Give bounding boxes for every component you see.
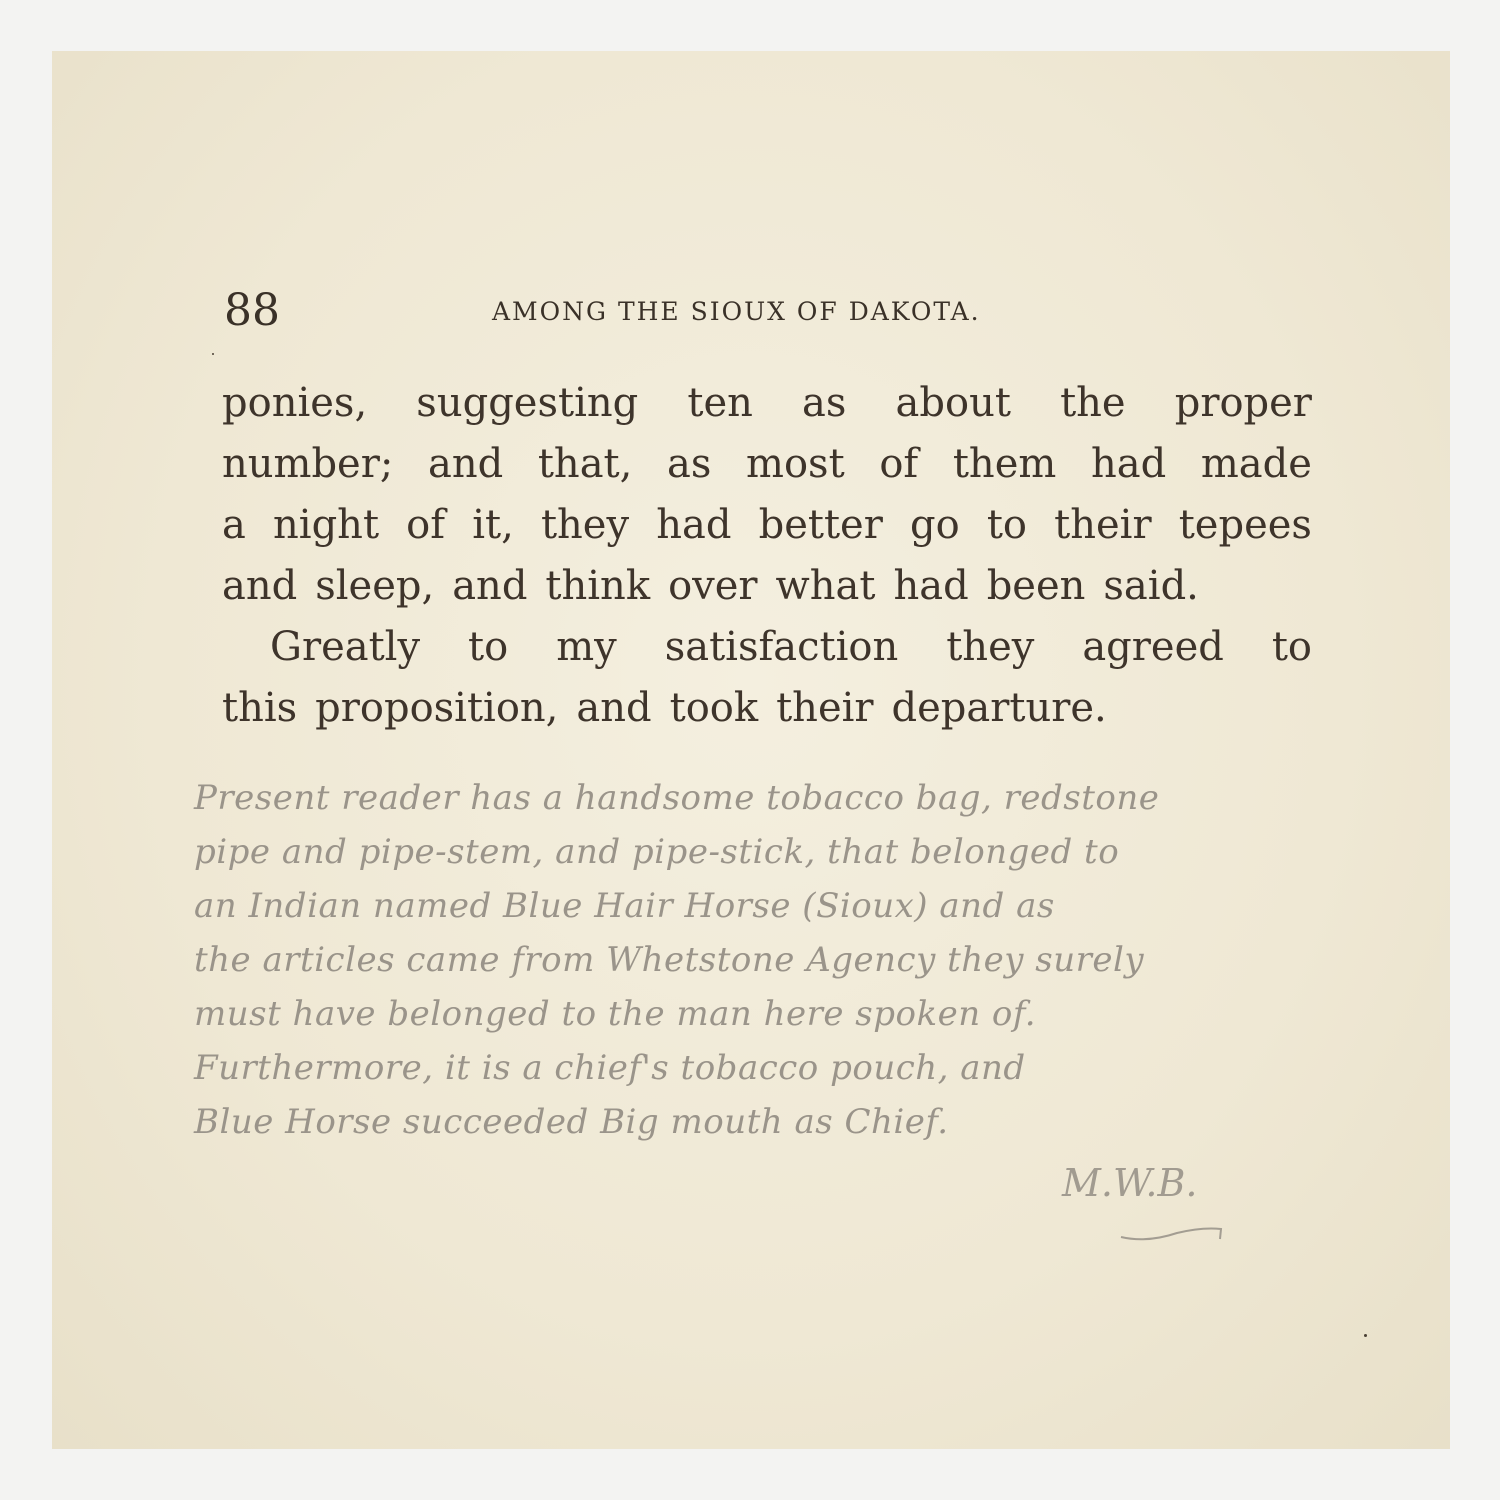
book-page [52, 51, 1450, 1449]
handwritten-line: pipe and pipe-stem, and pipe-stick, that belonged to [194, 832, 1120, 872]
handwritten-line: the articles came from Whetstone Agency they surely [194, 940, 1145, 980]
signature-flourish [1117, 1219, 1227, 1249]
handwritten-line: Furthermore, it is a chief's tobacco pouch, and [194, 1048, 1026, 1088]
text-line: a night of it, they had better go to their tepees [222, 502, 1312, 548]
text-line: this proposition, and took their departure. [222, 685, 1107, 731]
handwritten-signature: M.W.B. [1062, 1161, 1198, 1205]
paper-speck [1364, 1334, 1367, 1337]
text-line: Greatly to my satisfaction they agreed to [270, 624, 1312, 670]
page-header [224, 281, 1314, 341]
printed-text [222, 373, 1312, 739]
text-line: ponies, suggesting ten as about the proper [222, 380, 1312, 426]
page-number: 88 [224, 285, 280, 336]
handwritten-pencil-note [194, 771, 1354, 1149]
handwritten-line: Blue Horse succeeded Big mouth as Chief. [194, 1102, 949, 1142]
running-head: AMONG THE SIOUX OF DAKOTA. [492, 297, 981, 326]
handwritten-line: must have belonged to the man here spoken of. [194, 994, 1037, 1034]
handwritten-line: an Indian named Blue Hair Horse (Sioux) and as [194, 886, 1055, 926]
text-line: and sleep, and think over what had been said. [222, 563, 1199, 609]
text-line: number; and that, as most of them had made [222, 441, 1312, 487]
paper-speck [212, 353, 214, 355]
handwritten-line: Present reader has a handsome tobacco bag, redstone [194, 778, 1160, 818]
